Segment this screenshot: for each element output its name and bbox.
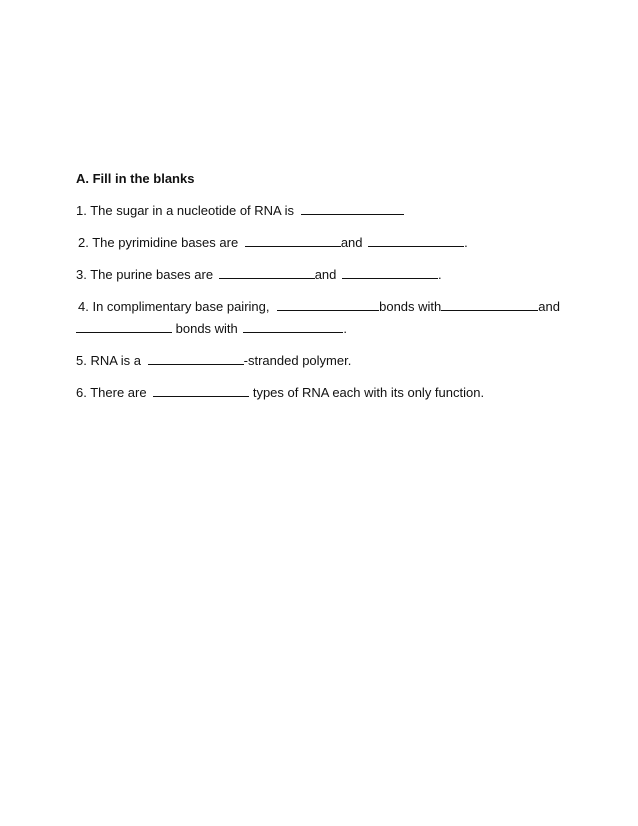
question-6 [76, 385, 484, 401]
answer-blank[interactable] [301, 203, 404, 215]
question-2 [78, 235, 468, 251]
question-6-end: types of RNA each with its only function. [252, 385, 485, 400]
question-4-line-1 [78, 299, 560, 315]
question-4-and: and [538, 299, 560, 314]
question-5-text: 5. RNA is a [76, 353, 142, 368]
question-5-end: -stranded polymer. [243, 353, 352, 368]
question-3-text: 3. The purine bases are [76, 267, 214, 282]
question-5 [76, 353, 351, 369]
question-3-and: and [314, 267, 337, 282]
question-4-text: 4. In complimentary base pairing, [78, 299, 270, 314]
question-6-text: 6. There are [76, 385, 147, 400]
question-1-text: 1. The sugar in a nucleotide of RNA is [76, 203, 294, 218]
answer-blank[interactable] [219, 267, 315, 279]
answer-blank[interactable] [277, 299, 379, 311]
question-4-bonds-with: bonds with [379, 299, 442, 314]
question-3-end: . [438, 267, 442, 282]
answer-blank[interactable] [368, 235, 464, 247]
question-4-bonds-with-2: bonds with [175, 321, 238, 336]
section-heading: A. Fill in the blanks [76, 171, 195, 186]
answer-blank[interactable] [153, 385, 249, 397]
answer-blank[interactable] [243, 321, 343, 333]
question-1 [76, 203, 404, 219]
question-4-line-2 [76, 321, 347, 337]
question-3 [76, 267, 442, 283]
answer-blank[interactable] [76, 321, 172, 333]
answer-blank[interactable] [245, 235, 341, 247]
question-2-text: 2. The pyrimidine bases are [78, 235, 239, 250]
answer-blank[interactable] [148, 353, 244, 365]
question-2-and: and [340, 235, 363, 250]
answer-blank[interactable] [441, 299, 538, 311]
question-2-end: . [464, 235, 468, 250]
question-4-end: . [343, 321, 348, 336]
answer-blank[interactable] [342, 267, 438, 279]
